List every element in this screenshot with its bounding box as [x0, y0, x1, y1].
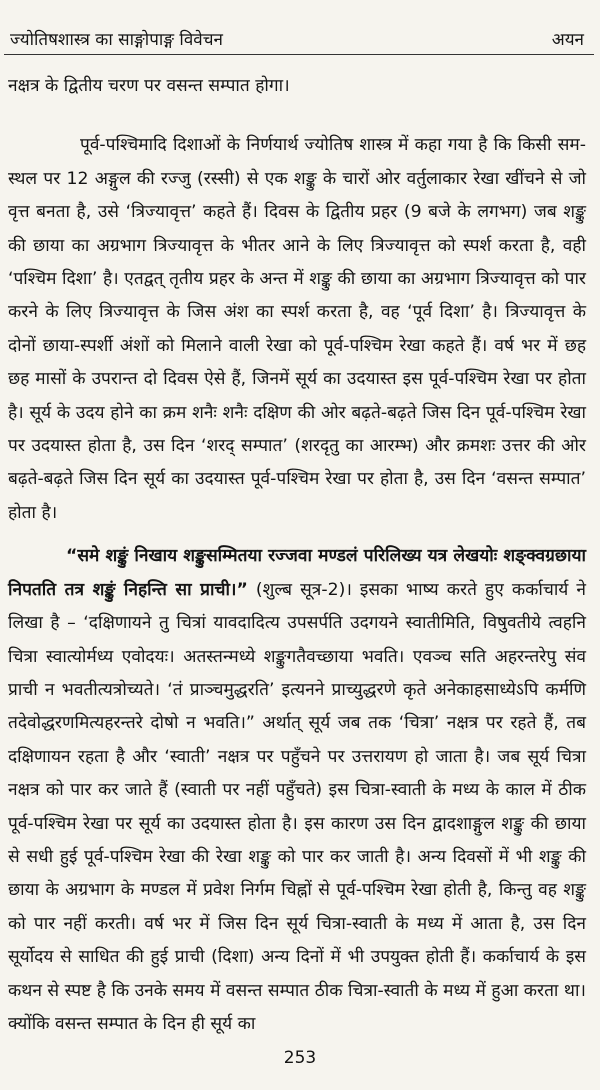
- paragraph-3-commentary: (शुल्ब सूत्र-2)। इसका भाष्य करते हुए कर्काचार्य ने लिखा है – ‘दक्षिणायने तु चित्रां यावदादित्य उपसर्पति उदगयने स्वातीमिति, विषुवतीये त्वहनि चित्रा स्वात्योर्मध्य एवोदयः। अतस्तन्मध्ये शङ्कुगतैवच्छाया भवति। एवञ्च सति अहरन्तरेपु संव प्राची न भवतीत्यत्रोच्यते। ‘तं प्राञ्चमुद्धरति’ इत्यनने प्राच्युद्धरणे कृते अनेकाहसाध्येऽपि कर्मणि तदेवोद्धरणमित्यहरन्तरे दोषो न भवति।” अर्थात् सूर्य जब तक ‘चित्रा’ नक्षत्र पर रहते हैं, तब दक्षिणायन रहता है और ‘स्वाती’ नक्षत्र पर पहुँचने पर उत्तरायण हो जाता है। जब सूर्य चित्रा नक्षत्र को पार कर जाते हैं (स्वाती पर नहीं पहुँचते) इस चित्रा-स्वाती के मध्य के काल में ठीक पूर्व-पश्चिम रेखा पर सूर्य का उदयास्त होता है। इस कारण उस दिन द्वादशाङ्गुल शङ्कु की छाया से सधी हुई पूर्व-पश्चिम रेखा की रेखा शङ्कु को पार कर जाती है। अन्य दिवसों में भी शङ्कु की छाया के अग्रभाग के मण्डल में प्रवेश निर्गम चिह्नों से पूर्व-पश्चिम रेखा होती है, किन्तु वह शङ्कु को पार नहीं करती। वर्ष भर में जिस दिन सूर्य चित्रा-स्वाती के मध्य में आता है, उस दिन सूर्योदय से साधित की हुई प्राची (दिशा) अन्य दिनों में भी उपयुक्त होती हैं। कर्काचार्य के इस कथन से स्पष्ट है कि उनके समय में वसन्त सम्पात ठीक चित्रा-स्वाती के मध्य में हुआ करता था। क्योंकि वसन्त सम्पात के दिन ही सूर्य का: [8, 579, 586, 1034]
- header-chapter-title: अयन: [551, 29, 584, 50]
- paragraph-2: पूर्व-पश्चिमादि दिशाओं के निर्णयार्थ ज्योतिष शास्त्र में कहा गया है कि किसी सम-स्थल पर 12 अङ्गुल की रज्जु (रस्सी) से एक शङ्कु के चारों ओर वर्तुलाकार रेखा खींचने से जो वृत्त बनता है, उसे ‘त्रिज्यावृत्त’ कहते हैं। दिवस के द्वितीय प्रहर (9 बजे के लगभग) जब शङ्कु की छाया का अग्रभाग त्रिज्यावृत्त के भीतर आने के लिए त्रिज्यावृत्त को स्पर्श करता है, वही ‘पश्चिम दिशा’ है। एतद्वत् तृतीय प्रहर के अन्त में शङ्कु की छाया का अग्रभाग त्रिज्यावृत्त को पार करने के लिए त्रिज्यावृत्त के जिस अंश का स्पर्श करता है, वह ‘पूर्व दिशा’ है। त्रिज्यावृत्त के दोनों छाया-स्पर्शी अंशों को मिलाने वाली रेखा को पूर्व-पश्चिम रेखा कहते हैं। वर्ष भर में छह छह मासों के उपरान्त दो दिवस ऐसे हैं, जिनमें सूर्य का उदयास्त इस पूर्व-पश्चिम रेखा पर होता है। सूर्य के उदय होने का क्रम शनैः शनैः दक्षिण की ओर बढ़ते-बढ़ते जिस दिन पूर्व-पश्चिम रेखा पर उदयास्त होता है, उस दिन ‘शरद् सम्पात’ (शरदृतु का आरम्भ) और क्रमशः उत्तर की ओर बढ़ते-बढ़ते जिस दिन सूर्य का उदयास्त पूर्व-पश्चिम रेखा पर होता है, उस दिन ‘वसन्त सम्पात’ होता है।: [8, 135, 586, 523]
- paragraph-3: [8, 540, 586, 1041]
- page-body: [8, 70, 586, 1041]
- header-book-title: ज्योतिषशास्त्र का साङ्गोपाङ्ग विवेचन: [10, 29, 223, 50]
- sutra-quote: “समे शङ्कुं निखाय शङ्कुसम्मितया रज्जवा मण्डलं परिलिख्य यत्र लेखयोः शङ्क्वग्रछाया निपतति तत्र शङ्कुं निहन्ति सा प्राची।”: [8, 546, 586, 600]
- header-divider: [4, 54, 594, 55]
- page-number: 253: [283, 1048, 317, 1068]
- running-header: [10, 24, 584, 52]
- paragraph-1: नक्षत्र के द्वितीय चरण पर वसन्त सम्पात होगा।: [8, 76, 290, 96]
